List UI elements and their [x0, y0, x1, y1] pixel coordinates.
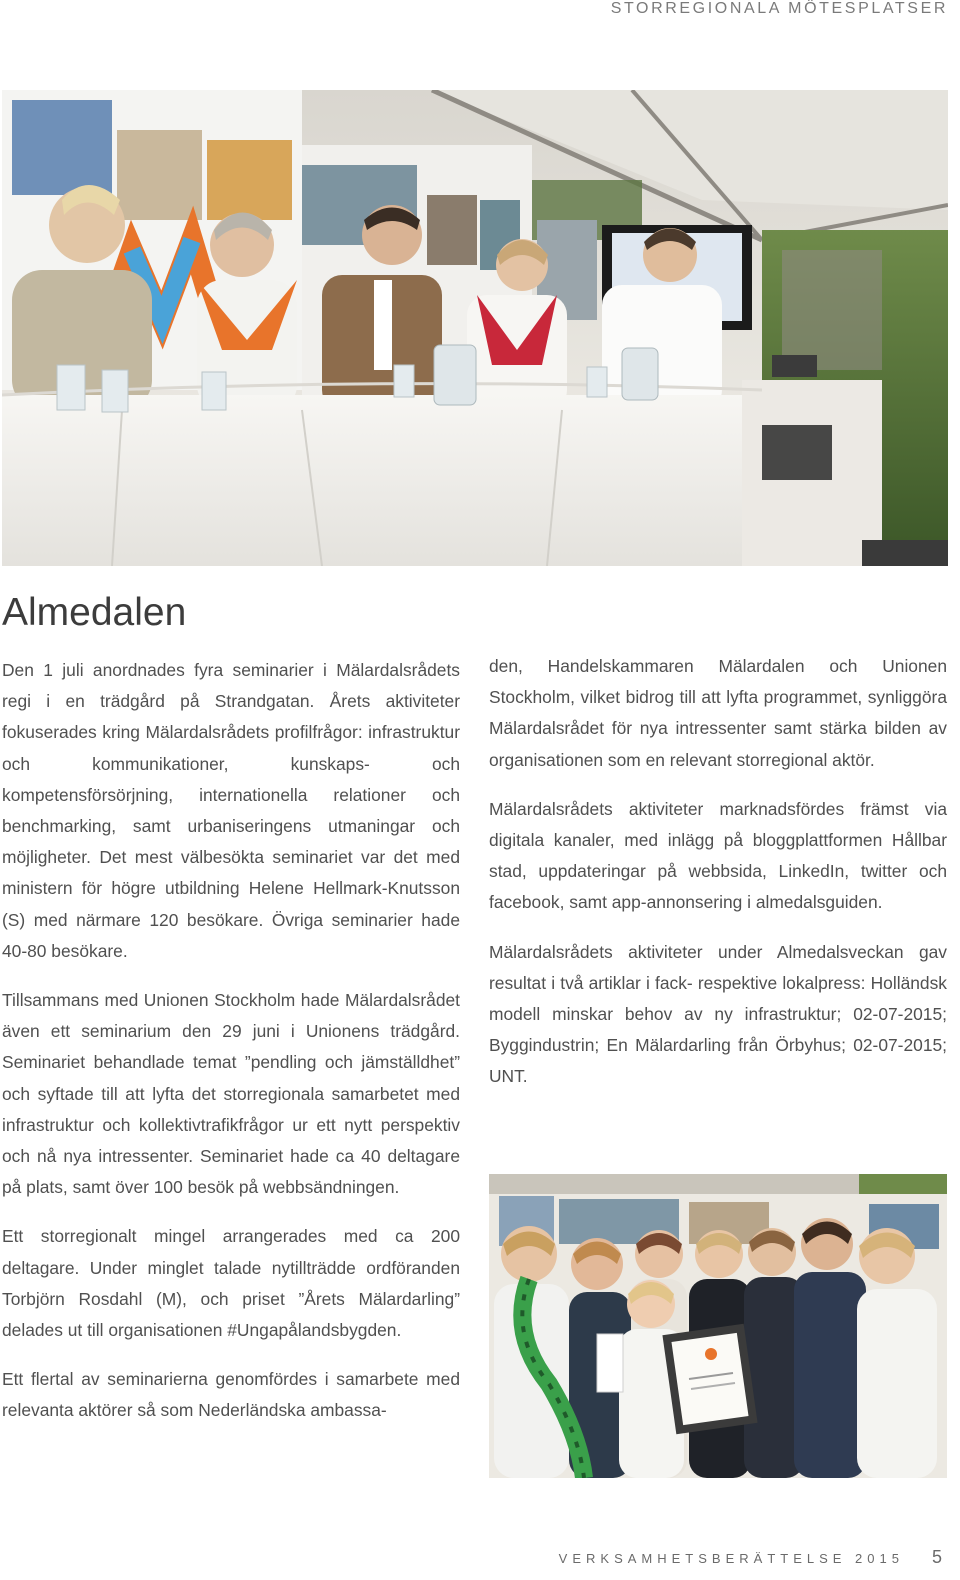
panel-discussion-photo: [2, 90, 948, 566]
paragraph: Ett storregionalt mingel arrangerades med ca 200 deltagare. Under minglet talade nytillträdde ordföranden Torbjörn Rosdahl (M), och priset ”Årets Mälardarling” delades ut till organisationen #Ungapålandsbygden.: [2, 1226, 460, 1341]
left-column: [2, 655, 460, 1445]
article-title: Almedalen: [2, 591, 187, 634]
award-group-photo: [489, 1174, 947, 1478]
paragraph: Den 1 juli anordnades fyra seminarier i Mälardalsrådets regi i en trädgård på Strandgatan. Årets aktiviteter fokuserades kring Mälardalsrådets profilfrågor: infrastruktur och kommunikationer, kunskaps- och kompetensförsörjning, internationella relationer och benchmarking, samt urbaniseringens utmaningar och möjligheter. Det mest välbesökta seminariet var det med ministern för högre utbildning Helene Hellmark-Knutsson (S) med närmare 120 besökare. Övriga seminarier hade 40-80 besökare.: [2, 660, 460, 961]
paragraph: den, Handelskammaren Mälardalen och Unionen Stockholm, vilket bidrog till att lyfta programmet, synliggöra Mälardalsrådet för nya intressenter samt stärka bilden av organisationen som en relevant storregional aktör.: [489, 656, 947, 770]
page-footer: [559, 1547, 942, 1568]
page-number: 5: [931, 1547, 942, 1567]
paragraph: Ett flertal av seminarierna genomfördes i samarbete med relevanta aktörer så som Nederländska ambassa-: [2, 1369, 460, 1421]
section-label: STORREGIONALA MÖTESPLATSER: [610, 0, 948, 17]
right-column: [489, 651, 947, 1111]
paragraph: Mälardalsrådets aktiviteter marknadsfördes främst via digitala kanaler, med inlägg på bloggplattformen Hållbar stad, uppdateringar på webbsida, LinkedIn, twitter och facebook, samt app-annonsering i almedalsguiden.: [489, 798, 947, 913]
report-title: VERKSAMHETSBERÄTTELSE 2015: [558, 1551, 904, 1566]
paragraph: Mälardalsrådets aktiviteter under Almedalsveckan gav resultat i två artiklar i fack- respektive lokalpress: Holländsk modell minskar behov av ny infrastruktur; 02-07-2015; Byggindustrin; En Mälardarling från Örbyhus; 02-07-2015; UNT.: [489, 941, 947, 1087]
paragraph: Tillsammans med Unionen Stockholm hade Mälardalsrådet även ett seminarium den 29 juni i Unionens trädgård. Seminariet behandlade temat ”pendling och jämställdhet” och syftade till att lyfta det storregionala samarbetet med infrastruktur och kollektivtrafikfrågor ur ett nytt perspektiv och nå nya intressenter. Seminariet hade ca 40 deltagare på plats, samt över 100 besök på webbsändningen.: [2, 990, 460, 1198]
